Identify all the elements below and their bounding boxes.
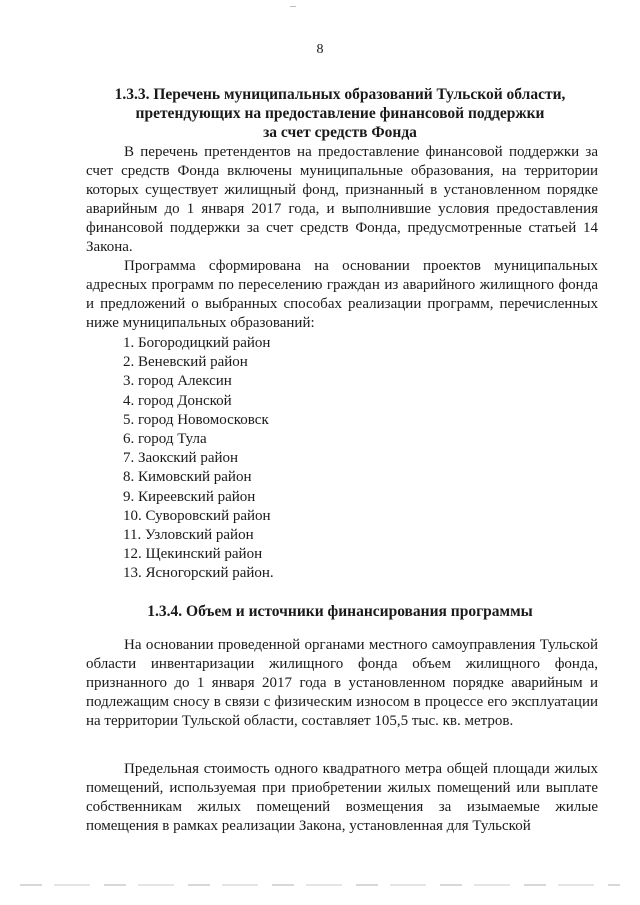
list-item: 6. город Тула: [123, 431, 207, 448]
scan-mark: [290, 6, 296, 7]
paragraph-housing-volume: На основании проведенной органами местного самоуправления Тульской области инвентаризации жилищного фонда объем жилищного фонда, признанного до 1 января 2017 года в установленном порядке аварийным и подлежащим сносу в связи с физическим износом в процессе его эксплуатации на территории Тульской области, составляет 105,5 тыс. кв. метров.: [86, 637, 598, 729]
page-number: 8: [316, 42, 324, 57]
list-item: 12. Щекинский район: [123, 546, 263, 563]
list-item: 11. Узловский район: [123, 527, 254, 544]
list-item: 9. Киреевский район: [123, 488, 256, 505]
list-item: 2. Веневский район: [123, 354, 248, 371]
scan-edge-artifact: [20, 884, 620, 886]
list-item: 8. Кимовский район: [123, 469, 252, 486]
list-item: 1. Богородицкий район: [123, 335, 271, 351]
section-heading-1-3-3: [80, 85, 600, 142]
list-item: 7. Заокский район: [123, 450, 239, 467]
paragraph-applicants: В перечень претендентов на предоставление финансовой поддержки за счет средств Фонда включены муниципальные образования, на территории которых существует жилищный фонд, признанный в установленном порядке аварийным до 1 января 2017 года, и выполнившие условия предоставления финансовой поддержки за счет средств Фонда, предусмотренные статьей 14 Закона.: [86, 144, 598, 255]
list-item: 5. город Новомосковск: [123, 411, 269, 428]
paragraph-program-basis: Программа сформирована на основании проектов муниципальных адресных программ по переселению граждан из аварийного жилищного фонда и предложений о выбранных способах реализации программ, перечисленных ниже муниципальных образований:: [86, 258, 598, 331]
list-item: 10. Суворовский район: [123, 507, 271, 524]
heading-line: 1.3.3. Перечень муниципальных образований Тульской области,: [114, 86, 566, 103]
municipality-list: [123, 334, 274, 584]
list-item: 4. город Донской: [123, 392, 232, 409]
paragraph-max-cost: Предельная стоимость одного квадратного метра общей площади жилых помещений, используемая при приобретении жилых помещений или выплате собственникам жилых помещений возмещения за изымаемые жилые помещения в рамках реализации Закона, установленная для Тульской: [86, 761, 598, 834]
list-item: 13. Ясногорский район.: [123, 565, 274, 582]
list-item: 3. город Алексин: [123, 373, 232, 390]
section-heading-1-3-4: 1.3.4. Объем и источники финансирования программы: [147, 603, 533, 620]
heading-line: претендующих на предоставление финансовой поддержки: [135, 105, 545, 122]
heading-line: за счет средств Фонда: [263, 124, 417, 141]
